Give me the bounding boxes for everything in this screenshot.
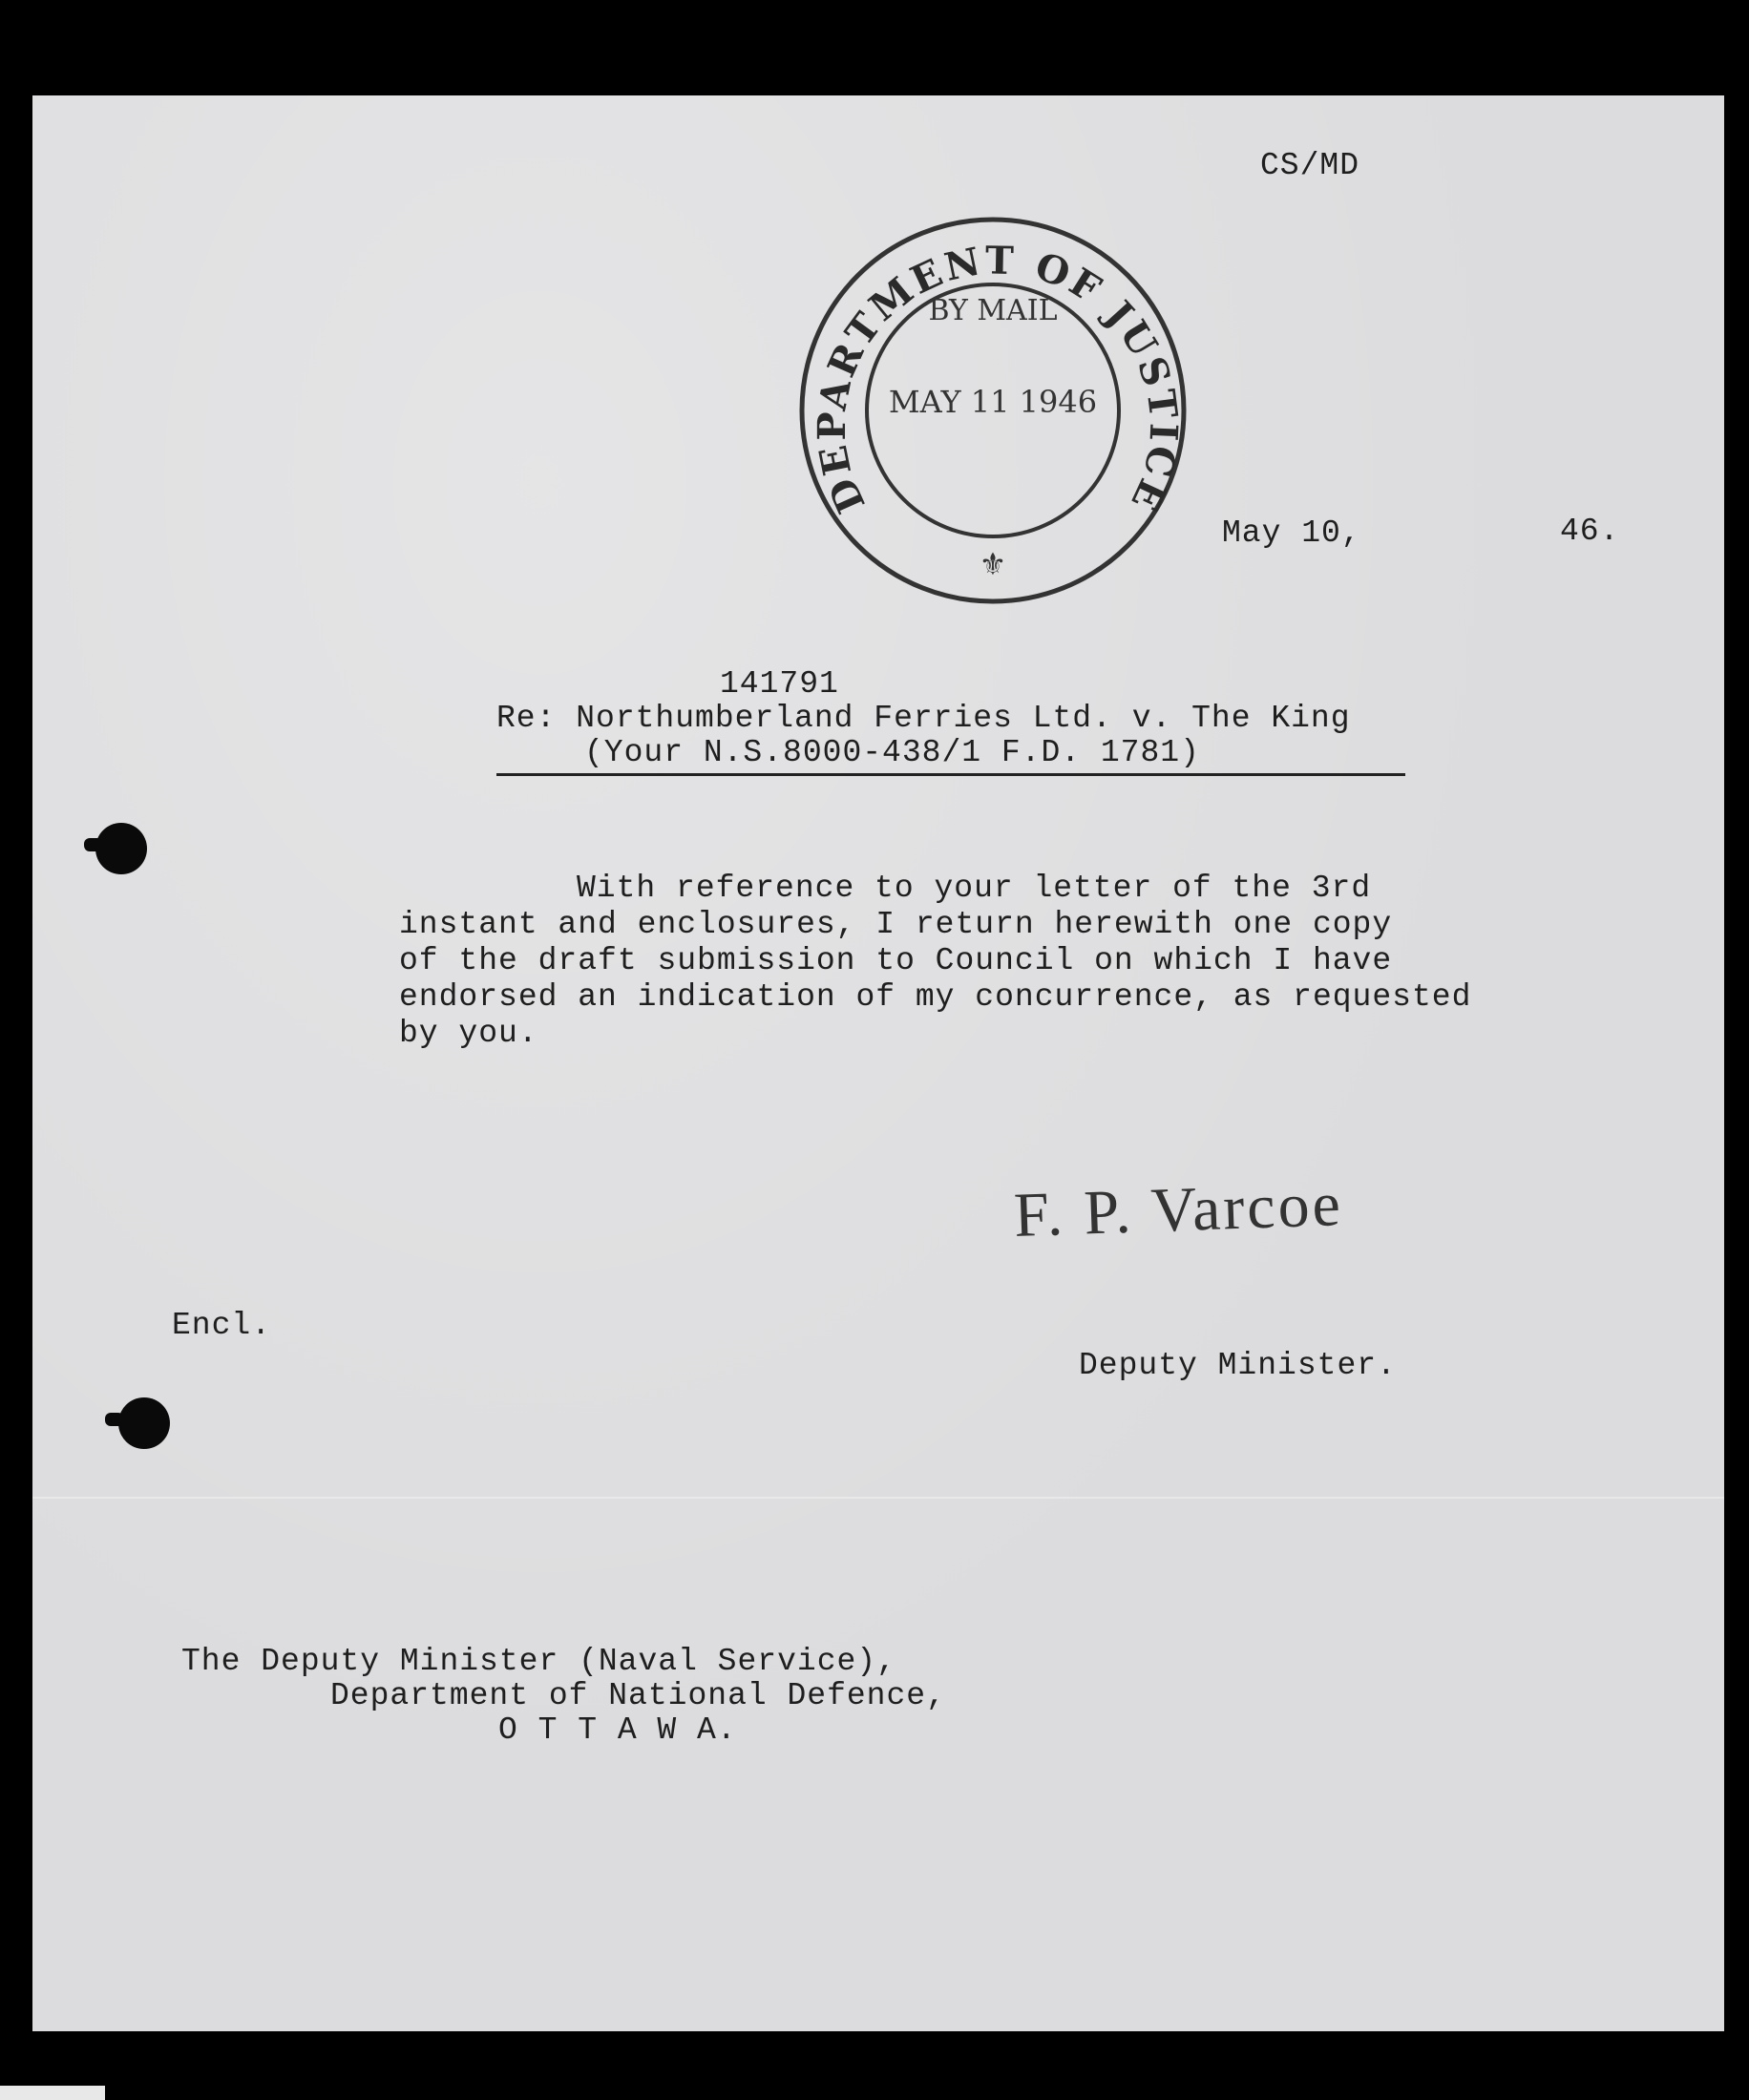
addressee-line-3: O T T A W A. [498, 1712, 737, 1748]
fleur-de-lis-icon: ⚜ [979, 546, 1007, 582]
subject-underline [496, 773, 1405, 776]
punch-hole-bottom-tail [105, 1413, 124, 1426]
body-line-2: instant and enclosures, I return herewith one copy [399, 907, 1393, 942]
body-line-4: endorsed an indication of my concurrence, as requested [399, 979, 1472, 1015]
body-line-3: of the draft submission to Council on which I have [399, 943, 1393, 978]
body-line-1: With reference to your letter of the 3rd [577, 871, 1372, 906]
film-edge-mark [0, 2086, 105, 2100]
stamp-ring-text: DEPARTMENT OF JUSTICE [809, 238, 1187, 520]
subject-line-1: Re: Northumberland Ferries Ltd. v. The King [496, 701, 1351, 736]
signatory-title: Deputy Minister. [1079, 1348, 1397, 1383]
department-of-justice-stamp [783, 200, 1203, 620]
punch-hole-bottom [118, 1397, 170, 1449]
stamp-by-mail: BY MAIL [928, 294, 1058, 327]
letter-date: May 10, [1222, 515, 1361, 551]
addressee-line-1: The Deputy Minister (Naval Service), [181, 1644, 896, 1679]
punch-hole-top-tail [84, 838, 103, 851]
file-number: 141791 [720, 666, 839, 702]
subject-line-2: (Your N.S.8000-438/1 F.D. 1781) [584, 735, 1200, 770]
addressee-line-2: Department of National Defence, [330, 1678, 946, 1713]
punch-hole-top [95, 823, 147, 874]
stamp-date: MAY 11 1946 [888, 384, 1098, 420]
body-line-5: by you. [399, 1016, 538, 1051]
fold-line [32, 1497, 1724, 1499]
letter-year: 46. [1560, 514, 1620, 549]
reference-code: CS/MD [1260, 148, 1360, 183]
enclosure-note: Encl. [172, 1308, 272, 1343]
signature: F. P. Varcoe [1012, 1169, 1344, 1250]
